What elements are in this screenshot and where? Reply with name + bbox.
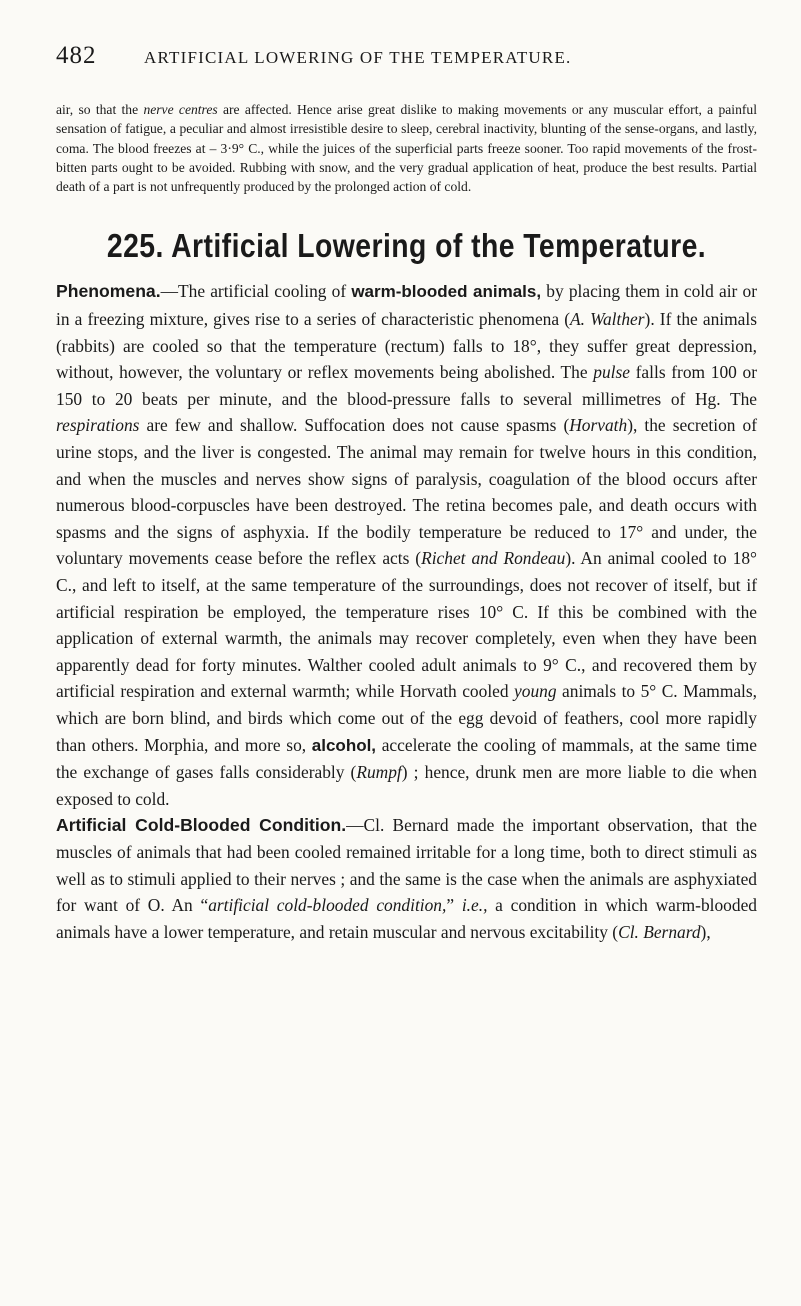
italic-run: Rumpf — [356, 762, 402, 783]
text-run: —Cl. Bernard made the important observation, that the muscles of animals that had been cooled remained irritable for a long time, both to direct stimuli as well as to stimuli applied to their nerves ; and the same is the case when the animals are asphyxiated for want of O. An “ — [56, 815, 757, 916]
italic-run: Cl. Bernard — [618, 921, 701, 942]
bold-run: alcohol, — [311, 735, 377, 755]
cold-blooded-paragraph — [56, 812, 757, 945]
text-run: air, so that the — [56, 102, 144, 117]
text-run: ), the secretion of urine stops, and the liver is congested. The animal may remain for twelve hours in this condition, and when the muscles and nerves show signs of paralysis, coagulation of the blood occurs after numerous blood-corpuscles have been destroyed. The retina becomes pale, and death occurs with spasms and the signs of asphyxia. If the bodily temperature be reduced to 17° and under, the voluntary movements cease before the reflex acts ( — [56, 415, 757, 569]
italic-run: Richet and Rondeau — [421, 548, 566, 569]
paragraph-heading: Artificial Cold-Blooded Condition. — [56, 815, 347, 836]
text-run: ). An animal cooled to 18° C., and left to itself, at the same temperature of the surroundings, does not recover of itself, but if artificial respiration be employed, the temperature rises 10° C. If this be combined with the application of external warmth, the animals may recover completely, even when they have been apparently dead for forty minutes. Walther cooled adult animals to 9° C., and recovered them by artificial respiration and external warmth; while Horvath cooled — [56, 548, 757, 702]
section-title: 225. Artificial Lowering of the Temperature. — [106, 227, 707, 265]
text-run: a condition in which warm-blooded animals have a lower temperature, and retain muscular and nervous excitability ( — [56, 895, 757, 942]
running-head — [56, 42, 757, 82]
italic-run: artificial cold-blooded condition, — [208, 895, 447, 916]
text-run: by placing them in cold air or in a freezing mixture, gives rise to a series of characteristic phenomena ( — [56, 281, 757, 330]
text-run: ). If the animals (rabbits) are cooled so that the temperature (rectum) falls to 18°, they suffer great depression, without, however, the voluntary or reflex movements being abolished. The — [56, 309, 757, 383]
italic-run: respirations — [56, 415, 140, 436]
text-run: falls from 100 or 150 to 20 beats per minute, and the blood-pressure falls to several millimetres of Hg. The — [56, 362, 757, 409]
phenomena-paragraph — [56, 278, 757, 812]
text-run: animals to 5° C. Mammals, which are born blind, and birds which come out of the egg devoid of feathers, cool more rapidly than others. Morphia, and more so, — [56, 681, 758, 755]
italic-run: Horvath — [569, 415, 628, 436]
italic-run: nerve centres — [143, 102, 218, 117]
italic-run: A. Walther — [570, 309, 645, 330]
text-run: are few and shallow. Suffocation does not cause spasms ( — [139, 415, 570, 436]
top-paragraph — [56, 100, 757, 196]
paragraph-heading: Phenomena. — [56, 281, 161, 302]
italic-run: pulse — [593, 362, 630, 383]
running-title: ARTIFICIAL LOWERING OF THE TEMPERATURE. — [144, 48, 572, 67]
italic-run: i.e., — [461, 895, 488, 916]
text-run: —The artificial cooling of — [160, 281, 352, 302]
bold-run: warm-blooded animals, — [351, 282, 542, 302]
italic-run: young — [514, 681, 557, 702]
text-run: ” — [446, 895, 462, 916]
text-run: ), — [700, 921, 711, 942]
text-run: accelerate the cooling of mammals, at the same time the exchange of gases falls considerably ( — [56, 734, 757, 783]
text-run: ) ; hence, drunk men are more liable to die when exposed to cold. — [56, 762, 757, 809]
text-run: are affected. Hence arise great dislike to making movements or any muscular effort, a painful sensation of fatigue, a peculiar and almost irresistible desire to sleep, cerebral inactivity, blunting of the sense-organs, and lastly, coma. The blood freezes at – 3·9° C., while the juices of the superficial parts freeze sooner. Too rapid movements of the frost-bitten parts ought to be avoided. Rubbing with snow, and the very gradual application of heat, produce the best results. Partial death of a part is not unfrequently produced by the prolonged action of cold. — [56, 102, 757, 195]
page-number: 482 — [56, 42, 97, 69]
